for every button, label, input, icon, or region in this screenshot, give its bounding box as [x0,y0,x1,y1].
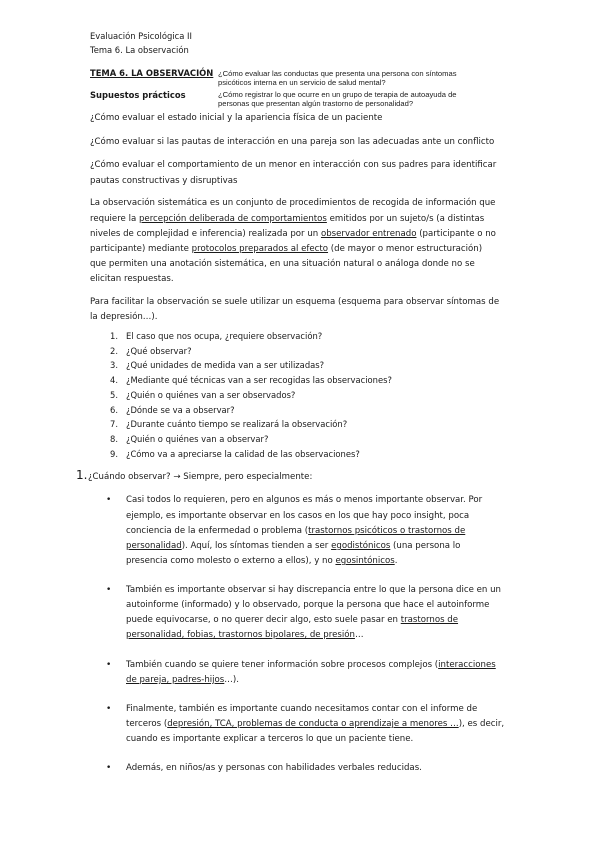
underlined-term: trastornos psicóticos o trastornos de [308,526,466,536]
list-number: 4. [110,375,118,386]
list-number: 8. [110,433,118,444]
underlined-term: trastornos de [400,615,459,625]
bullet-line: Finalmente, también es importante cuando necesitamos contar con el informe de [126,704,478,714]
scheme-intro-line: Para facilitar la observación se suele utilizar un esquema (esquema para observar síntomas de [90,297,500,307]
bullet-line [126,525,465,537]
list-number: 5. [110,389,118,400]
underlined-term: de pareja, padres-hijos [126,675,225,685]
underlined-term: depresión, TCA, problemas de conducta o aprendizaje a menores … [167,719,459,729]
bullet-icon: • [106,495,112,505]
bullet-line [126,674,239,686]
text-run: terceros ( [126,719,168,729]
bullet-line [126,629,364,641]
definition-line [90,243,482,255]
list-number: 2. [110,345,118,356]
bullet-line [126,659,496,671]
bullet-line [126,540,460,552]
bullet-icon: • [106,763,112,773]
definition-line [90,228,496,240]
side-note-line: psicóticos interna en un servicio de salud mental? [218,78,386,87]
underlined-term: observador entrenado [320,229,417,239]
bullet-line: autoinforme (informado) y lo observado, porque la persona que hace el autoinforme [126,600,490,610]
list-number: 1. [110,331,118,341]
definition-line: elicitan respuestas. [90,274,174,284]
text-run: presencia como molesto o externo a ellos), y no [126,556,336,566]
text-run: ). Aquí, los síntomas tienden a ser [181,541,332,551]
underlined-term: protocolos preparados al efecto [191,244,329,254]
scheme-intro-line: la depresión…). [90,312,158,322]
list-number: 7. [110,419,118,430]
section-heading: ¿Cuándo observar? → Siempre, pero especialmente: [88,472,313,482]
bullet-line: cuando es importante explicar a terceros lo que un paciente tiene. [126,734,414,744]
list-number: 3. [110,360,118,371]
list-item-text: ¿Qué observar? [126,345,192,356]
text-run: requiere la [90,214,139,224]
list-item-text: El caso que nos ocupa, ¿requiere observación? [126,331,323,341]
question-line: ¿Cómo evaluar el comportamiento de un menor en interacción con sus padres para identificar [90,160,497,170]
header-course: Evaluación Psicológica II [90,31,192,41]
text-run: (una persona lo [390,541,461,551]
question-line: ¿Cómo evaluar si las pautas de interacción en una pareja son las adecuadas ante un conflicto [90,137,495,147]
list-item-text: ¿Durante cuánto tiempo se realizará la observación? [126,419,348,430]
text-run: ), es decir, [458,719,505,729]
text-run: participante) mediante [90,244,192,254]
definition-line: que permiten una anotación sistemática, en una situación natural o análoga donde no se [90,259,475,269]
text-run: … [354,630,364,640]
document-title: TEMA 6. LA OBSERVACIÓN [90,68,214,78]
question-line: ¿Cómo evaluar el estado inicial y la apariencia física de un paciente [90,113,383,123]
text-run: conciencia de la enfermedad o problema ( [126,526,309,536]
bullet-line [126,718,504,730]
text-run: puede equivocarse, o no querer decir algo, esto suele pasar en [126,615,401,625]
list-item-text: ¿Quién o quiénes van a observar? [126,433,269,444]
bullet-line: ejemplo, es importante observar en los casos en los que hay poco insight, poca [126,511,470,521]
bullet-icon: • [106,704,112,714]
text-run: …). [224,675,239,685]
text-run: (participante o no [416,229,496,239]
side-note-line: ¿Cómo evaluar las conductas que presenta una persona con síntomas [218,69,457,78]
bullet-line: Casi todos lo requieren, pero en algunos es más o menos importante observar. Por [126,495,483,505]
question-line: pautas constructivas y disruptivas [90,176,238,186]
header-topic: Tema 6. La observación [90,45,189,55]
bullet-line [126,555,397,567]
list-item-text: ¿Cómo va a apreciarse la calidad de las observaciones? [126,448,360,459]
underlined-term: egosintónicos [335,556,395,566]
list-number: 6. [110,404,118,415]
underlined-term: interacciones [438,660,496,670]
text-run: También cuando se quiere tener información sobre procesos complejos ( [126,660,439,670]
definition-line [90,213,484,225]
text-run: niveles de complejidad e inferencia) realizada por un [90,229,321,239]
underlined-term: personalidad, fobias, trastornos bipolares, de presión [126,630,355,640]
underlined-term: percepción deliberada de comportamientos [138,214,327,224]
list-item-text: ¿Mediante qué técnicas van a ser recogidas las observaciones? [126,375,392,386]
list-item-text: ¿Quién o quiénes van a ser observados? [126,389,296,400]
text-run: (de mayor o menor estructuración) [328,244,483,254]
list-number: 9. [110,448,118,459]
bullet-icon: • [106,585,112,595]
bullet-icon: • [106,660,112,670]
bullet-line [126,614,458,626]
side-note-line: ¿Cómo registrar lo que ocurre en un grupo de terapia de autoayuda de [218,90,457,99]
bullet-line: Además, en niños/as y personas con habilidades verbales reducidas. [126,763,422,773]
underlined-term: egodistónicos [331,541,391,551]
list-item-text: ¿Qué unidades de medida van a ser utilizadas? [126,360,325,371]
list-item-text: ¿Dónde se va a observar? [126,404,235,415]
document-subtitle: Supuestos prácticos [90,90,186,100]
side-note-line: personas que presentan algún trastorno de personalidad? [218,99,414,108]
section-number: 1. [76,468,88,482]
bullet-line: También es importante observar si hay discrepancia entre lo que la persona dice en un [126,585,502,595]
underlined-term: personalidad [126,541,182,551]
text-run: emitidos por un sujeto/s (a distintas [326,214,485,224]
text-run: . [394,556,398,566]
definition-line: La observación sistemática es un conjunto de procedimientos de recogida de información que [90,198,496,208]
